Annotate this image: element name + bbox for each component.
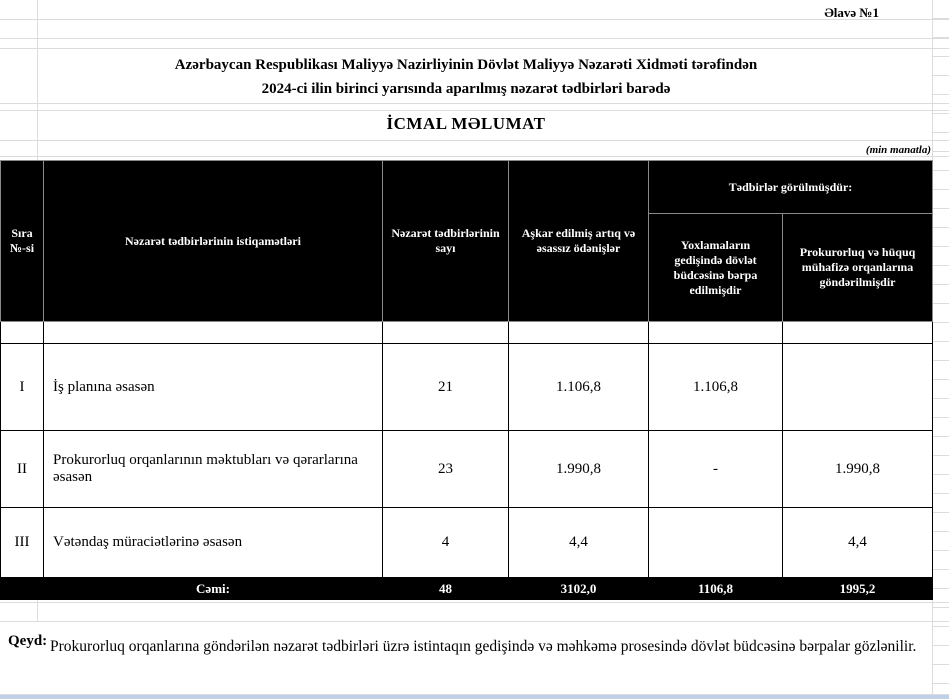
gridline (0, 48, 949, 49)
header-measure-count: Nəzarət tədbirlərinin sayı (383, 161, 509, 322)
header-row-top (1, 161, 933, 214)
column-number: 2 (44, 322, 383, 344)
total-sent-cell: 1995,2 (783, 578, 933, 600)
document-title-line2: 2024-ci ilin birinci yarısında aparılmış nəzarət tədbirləri barədə (261, 81, 671, 97)
header-directions: Nəzarət tədbirlərinin istiqamətləri (44, 161, 383, 322)
row-number-cell: III (1, 508, 44, 578)
annex-label: Əlavə №1 (824, 5, 879, 20)
direction-cell: Vətəndaş müraciətlərinə əsasən (44, 508, 383, 578)
bottom-edge-strip (0, 695, 949, 699)
total-identified-cell: 3102,0 (509, 578, 649, 600)
column-number (509, 322, 649, 344)
sent-cell: 1.990,8 (783, 431, 933, 508)
count-cell: 21 (383, 344, 509, 431)
right-margin-gridlines (933, 0, 949, 699)
total-count-cell: 48 (383, 578, 509, 600)
gridline (0, 38, 949, 39)
total-restored-cell: 1106,8 (649, 578, 783, 600)
header-serial-number: Sıra №-si (1, 161, 44, 322)
header-group-measures-taken: Tədbirlər görülmüşdür: (649, 161, 933, 214)
column-number: 3 (383, 322, 509, 344)
column-number: 1 (1, 322, 44, 344)
direction-cell: Prokurorluq orqanlarının məktubları və qərarlarına əsasən (44, 431, 383, 508)
note-text: Prokurorluq orqanlarına göndərilən nəzarət tədbirləri üzrə istintaqın gedişində və məhkəmə prosesində dövlət büdcəsinə bərpalar gözlənilir. (50, 638, 917, 655)
gridline (0, 19, 949, 20)
header-sent-to-prosecutor: Prokurorluq və hüquq mühafizə orqanlarına göndərilmişdir (783, 214, 933, 322)
column-number (783, 322, 933, 344)
identified-cell: 4,4 (509, 508, 649, 578)
count-cell: 4 (383, 508, 509, 578)
header-restored-to-budget: Yoxlamaların gedişində dövlət büdcəsinə bərpa edilmişdir (649, 214, 783, 322)
sent-cell: 4,4 (783, 508, 933, 578)
restored-cell: - (649, 431, 783, 508)
gridline (0, 140, 949, 141)
header-identified-payments: Aşkar edilmiş artıq və əsassız ödənişlər (509, 161, 649, 322)
restored-cell (649, 508, 783, 578)
gridline (0, 103, 949, 104)
identified-cell: 1.990,8 (509, 431, 649, 508)
note-label: Qeyd: (8, 633, 48, 649)
unit-note: (min manatla) (865, 144, 931, 156)
column-numbering-row (1, 322, 933, 344)
column-number (649, 322, 783, 344)
direction-cell: İş planına əsasən (44, 344, 383, 431)
total-label-cell: Cəmi: (44, 578, 383, 600)
identified-cell: 1.106,8 (509, 344, 649, 431)
count-cell: 23 (383, 431, 509, 508)
table-row (1, 431, 933, 508)
gridline (37, 0, 38, 160)
table-row (1, 344, 933, 431)
gridline (0, 110, 949, 111)
gridline (0, 621, 949, 622)
total-row (1, 578, 933, 600)
row-number-cell: I (1, 344, 44, 431)
document-title-line1: Azərbaycan Respublikası Maliyyə Nazirliyinin Dövlət Maliyyə Nəzarəti Xidməti tərəfindən (174, 57, 758, 73)
gridline (0, 156, 949, 157)
total-empty-cell (1, 578, 44, 600)
row-number-cell: II (1, 431, 44, 508)
document-subtitle: İCMAL MƏLUMAT (386, 114, 546, 133)
summary-table (0, 160, 933, 600)
table-row (1, 508, 933, 578)
gridline (0, 602, 949, 603)
restored-cell: 1.106,8 (649, 344, 783, 431)
sent-cell (783, 344, 933, 431)
